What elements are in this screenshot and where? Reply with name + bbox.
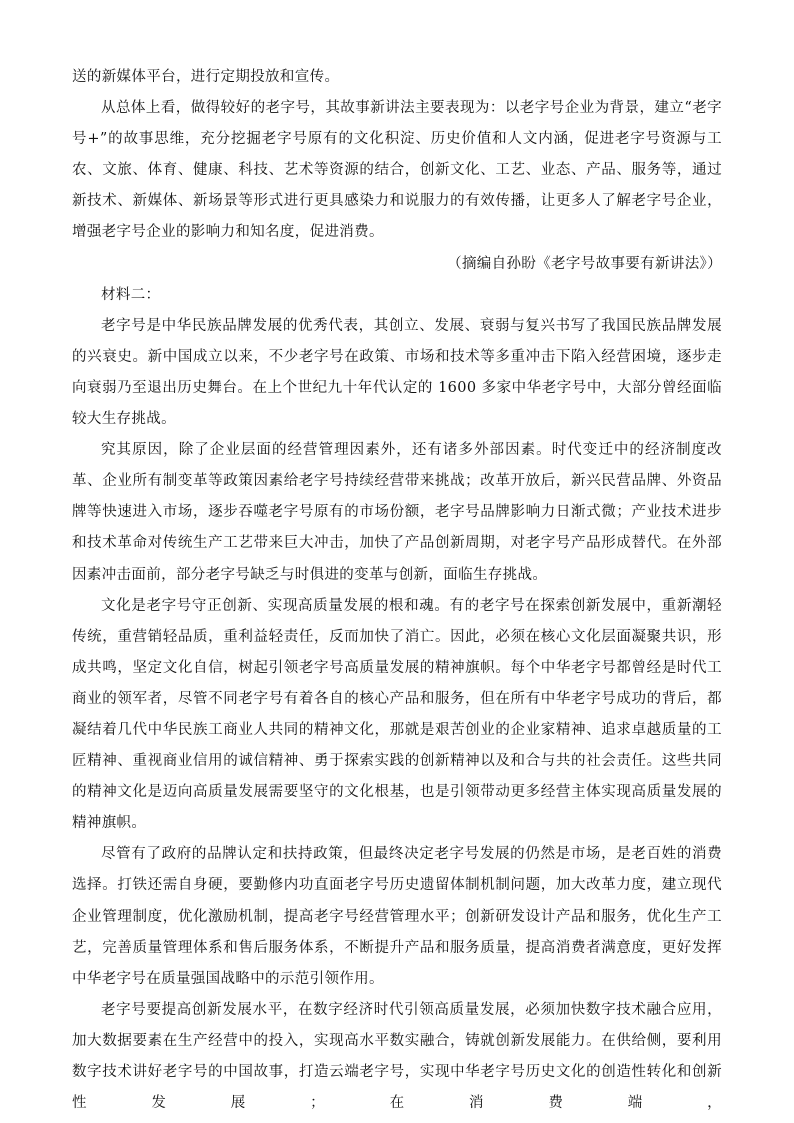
source-citation: （摘编自孙盼《老字号故事要有新讲法》） bbox=[447, 255, 722, 272]
paragraph-external-factors: 究其原因，除了企业层面的经营管理因素外，还有诸多外部因素。时代变迁中的经济制度改革、企业所有制变革等政策因素给老字号持续经营带来挑战；改革开放后，新兴民营品牌、外资品牌等快速进入市场，逐步吞噬老字号原有的市场份额，老字号品牌影响力日渐式微；产业技术进步和技术革命对传统生产工艺带来巨大冲击，加快了产品创新周期，对老字号产品形成替代。在外部因素冲击面前，部分老字号缺乏与时俱进的变革与创新，面临生存挑战。 bbox=[72, 442, 722, 583]
section-heading-material-two: 材料二： bbox=[101, 286, 161, 303]
paragraph-digital-innovation: 老字号要提高创新发展水平，在数字经济时代引领高质量发展，必须加快数字技术融合应用，加大数据要素在生产经营中的投入，实现高水平数实融合，铸就创新发展能力。在供给侧，要利用数字技术讲好老字号的中国故事，打造云端老字号，实现中华老字号历史文化的创造性转化和创新性发展；在消费端， bbox=[72, 1001, 722, 1112]
document-page bbox=[72, 62, 722, 1119]
paragraph-brand-history: 老字号是中华民族品牌发展的优秀代表，其创立、发展、衰弱与复兴书写了我国民族品牌发展的兴衰史。新中国成立以来，不少老字号在政策、市场和技术等多重冲击下陷入经营困境，逐步走向衰弱乃至退出历史舞台。在上个世纪九十年代认定的 1600 多家中华老字号中，大部分曾经面临较大生存挑战。 bbox=[72, 317, 722, 428]
paragraph-market-decides: 尽管有了政府的品牌认定和扶持政策，但最终决定老字号发展的仍然是市场，是老百姓的消费选择。打铁还需自身硬，要勤修内功直面老字号历史遗留体制机制问题，加大改革力度，建立现代企业管理制度，优化激励机制，提高老字号经营管理水平；创新研发设计产品和服务，优化生产工艺，完善质量管理体系和售后服务体系，不断提升产品和服务质量，提高消费者满意度，更好发挥中华老字号在质量强国战略中的示范引领作用。 bbox=[72, 846, 722, 987]
paragraph-continuation: 送的新媒体平台，进行定期投放和宣传。 bbox=[72, 69, 340, 85]
paragraph-story-methods: 从总体上看，做得较好的老字号，其故事新讲法主要表现为：以老字号企业为背景，建立“老字号+”的故事思维，充分挖掘老字号原有的文化积淀、历史价值和人文内涵，促进老字号资源与工农、文旅、体育、健康、科技、艺术等资源的结合，创新文化、工艺、业态、产品、服务等，通过新技术、新媒体、新场景等形式进行更具感染力和说服力的有效传播，让更多人了解老字号企业，增强老字号企业的影响力和知名度，促进消费。 bbox=[72, 100, 722, 241]
paragraph-culture-roots: 文化是老字号守正创新、实现高质量发展的根和魂。有的老字号在探索创新发展中，重新潮轻传统，重营销轻品质，重利益轻责任，反而加快了消亡。因此，必须在核心文化层面凝聚共识，形成共鸣，坚定文化自信，树起引领老字号高质量发展的精神旗帜。每个中华老字号都曾经是时代工商业的领军者，尽管不同老字号有着各自的核心产品和服务，但在所有中华老字号成功的背后，都凝结着几代中华民族工商业人共同的精神文化，那就是艰苦创业的企业家精神、追求卓越质量的工匠精神、重视商业信用的诚信精神、勇于探索实践的创新精神以及和合与共的社会责任。这些共同的精神文化是迈向高质量发展需要坚守的文化根基，也是引领带动更多经营主体实现高质量发展的精神旗帜。 bbox=[72, 597, 722, 832]
